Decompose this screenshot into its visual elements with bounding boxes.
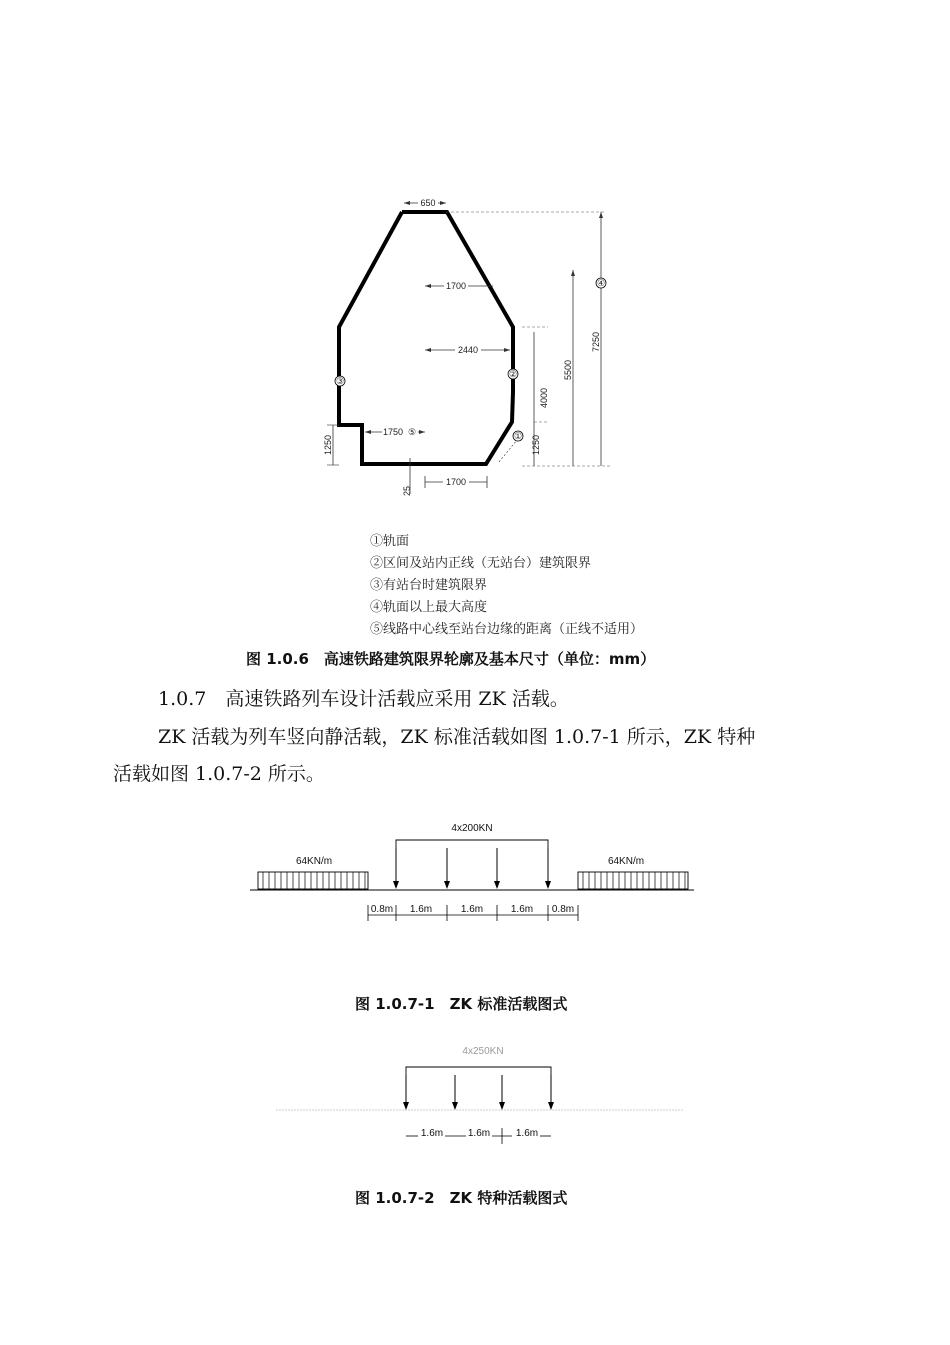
dim-1700-bottom (425, 476, 487, 488)
dim-label-4000: 4000 (539, 387, 549, 409)
legend-item-5: ⑤线路中心线至站台边缘的距离（正线不适用） (370, 622, 644, 637)
dist-load-left-label: 64KN/m (295, 856, 333, 867)
dim-label-1750: 1750 (382, 427, 404, 437)
dim-7250 (591, 212, 606, 466)
dim-label-2440: 2440 (457, 345, 479, 355)
dim-1250-left (323, 425, 339, 465)
marker-circ1: ① (513, 431, 523, 441)
figure-caption-3: 图 1.0.7-2 ZK 特种活载图式 (355, 1189, 568, 1207)
clearance-outline (339, 212, 513, 464)
dim-1250-right (531, 422, 548, 455)
point-load-arrows (396, 848, 548, 886)
spacing-label-1: 0.8m (370, 904, 394, 915)
spacing-label-4: 1.6m (510, 904, 534, 915)
legend-item-2: ②区间及站内正线（无站台）建筑限界 (370, 556, 592, 571)
dim-label-1250-left: 1250 (323, 434, 333, 456)
section-1-0-7: 1.0.7 高速铁路列车设计活载应采用 ZK 活载。 (158, 688, 569, 710)
dim-circ5: ⑤ (407, 427, 417, 437)
dist-load-right-label: 64KN/m (607, 856, 645, 867)
dim-label-650: 650 (420, 198, 436, 208)
dim-2440 (425, 344, 510, 355)
figure-caption-2: 图 1.0.7-1 ZK 标准活载图式 (355, 995, 568, 1013)
dim-label-1700-upper: 1700 (445, 281, 467, 291)
special-spacing-label-2: 1.6m (467, 1128, 491, 1139)
legend-item-3: ③有站台时建筑限界 (370, 578, 488, 593)
spacing-label-5: 0.8m (551, 904, 575, 915)
marker-circ4: ④ (596, 278, 606, 288)
legend-item-4: ④轨面以上最大高度 (370, 600, 488, 615)
dim-top-650 (404, 197, 446, 208)
clearance-profile-figure (0, 0, 950, 520)
figure-caption-1: 图 1.0.6 高速铁路建筑限界轮廓及基本尺寸（单位：mm） (246, 650, 656, 668)
dim-1750 (365, 426, 425, 437)
dim-5500 (563, 270, 575, 466)
special-spacing-label-3: 1.6m (515, 1128, 539, 1139)
dim-label-7250: 7250 (591, 331, 601, 353)
paragraph-line-1: ZK 活载为列车竖向静活载，ZK 标准活载如图 1.0.7-1 所示，ZK 特种 (158, 726, 756, 748)
dim-label-5500: 5500 (563, 359, 573, 381)
point-load-label-2: 4x250KN (462, 1046, 504, 1057)
marker-circ3: ③ (335, 376, 345, 386)
dim-label-1250-right: 1250 (531, 434, 541, 456)
dim-label-1700-bottom: 1700 (445, 477, 467, 487)
dim-1700-upper (425, 280, 493, 291)
dim-label-25: 25 (402, 485, 412, 497)
spacing-label-2: 1.6m (409, 904, 433, 915)
spacing-label-3: 1.6m (460, 904, 484, 915)
paragraph-line-2: 活载如图 1.0.7-2 所示。 (113, 763, 325, 785)
point-load-label-1: 4x200KN (451, 823, 493, 834)
legend-item-1: ①轨面 (370, 534, 410, 549)
marker-circ2: ② (508, 369, 518, 379)
special-spacing-label-1: 1.6m (420, 1128, 444, 1139)
